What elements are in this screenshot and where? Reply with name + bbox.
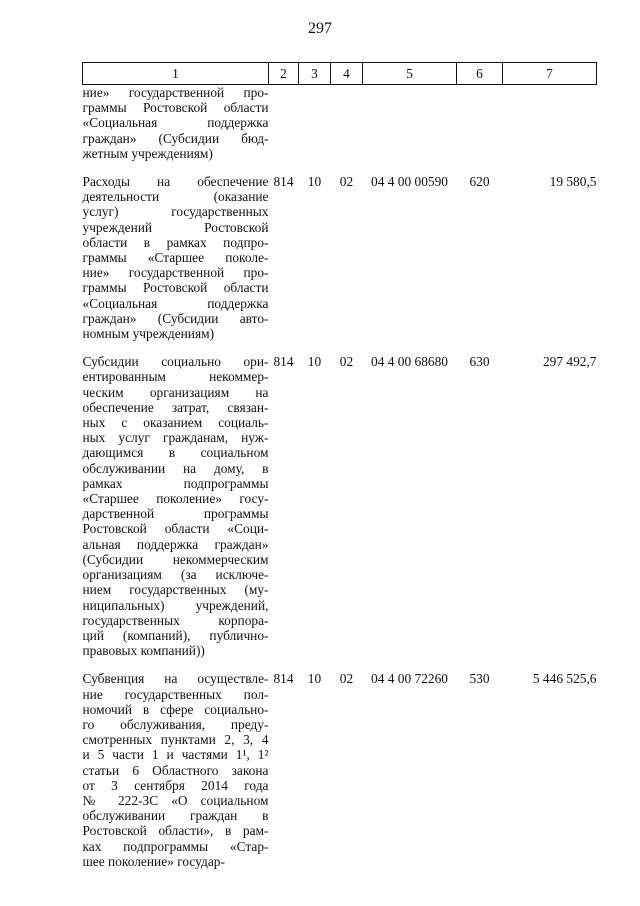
row-expense-type [457, 85, 503, 175]
row-amount [503, 85, 597, 175]
description-line: государственных корпора- [82, 612, 269, 628]
header-col-7: 7 [503, 63, 597, 85]
description-line: Ростовской области», в рам- [82, 823, 269, 839]
description-line: ние» государственной про- [82, 265, 269, 281]
description-line: «Старшее поколение» госу- [82, 491, 269, 507]
table-header-row [83, 63, 597, 85]
description-line: ние» государственной про- [82, 85, 269, 100]
description-line: статьи 6 Областного закона [82, 762, 269, 778]
description-line: (Субсидии некоммерческим [82, 551, 269, 567]
description-line: номным учреждениям) [82, 326, 215, 342]
description-line: Расходы на обеспечение [82, 174, 269, 190]
description-line: правовых компаний)) [82, 643, 205, 659]
description-line: № 222-ЗС «О социальном [82, 792, 269, 808]
description-line: организациям (за исключе- [82, 567, 269, 583]
description-line: ках подпрограммы «Стар- [82, 838, 269, 854]
row-target-article: 04 4 00 00590 [371, 174, 448, 190]
table-row [83, 354, 597, 671]
row-subsection [331, 85, 363, 175]
description-line: граммы Ростовской области [82, 280, 269, 296]
description-line: ние государственных пол- [82, 686, 269, 702]
description-line: услуг) государственных [82, 204, 269, 220]
row-subsection: 02 [339, 174, 354, 190]
description-line: го обслуживания, преду- [82, 716, 269, 732]
description-line: смотренных пунктами 2, 3, 4 [82, 732, 269, 748]
row-section: 10 [307, 174, 322, 190]
row-agency-code [269, 85, 299, 175]
description-line: обслуживании на дому, в [82, 460, 269, 476]
row-expense-type: 530 [469, 671, 490, 687]
row-agency-code: 814 [273, 174, 294, 190]
description-line: рамках подпрограммы [82, 475, 269, 491]
description-line: Субвенция на осуществле- [82, 671, 269, 687]
description-line: альная поддержка граждан» [82, 536, 269, 552]
description-line: области в рамках подпро- [82, 234, 269, 250]
description-line: и 5 части 1 и частями 1¹, 1² [82, 747, 269, 763]
page-number: 297 [308, 20, 332, 37]
description-line: граммы «Старшее поколе- [82, 250, 269, 266]
description-line: Субсидии социально ори- [82, 354, 269, 370]
header-col-4: 4 [331, 63, 363, 85]
description-line: ций (компаний), публично- [82, 627, 269, 643]
description-line: номочий в сфере социально- [82, 701, 269, 717]
table-row [83, 671, 597, 869]
header-col-6: 6 [457, 63, 503, 85]
row-target-article: 04 4 00 68680 [371, 354, 448, 370]
row-description [83, 671, 269, 869]
row-subsection: 02 [339, 671, 354, 687]
description-line: дарственной программы [82, 506, 269, 522]
row-amount: 297 492,7 [542, 354, 597, 370]
header-col-5: 5 [363, 63, 457, 85]
row-amount: 19 580,5 [549, 174, 597, 190]
row-description [83, 354, 269, 671]
row-description [83, 85, 269, 175]
header-col-3: 3 [299, 63, 331, 85]
description-line: Ростовской области «Соци- [82, 521, 269, 537]
description-line: учреждений Ростовской [82, 219, 269, 235]
row-amount: 5 446 525,6 [532, 671, 597, 687]
row-subsection: 02 [339, 354, 354, 370]
description-line: ных с оказанием социаль- [82, 415, 269, 431]
budget-table [82, 62, 597, 869]
description-line: обслуживании граждан в [82, 808, 269, 824]
description-line: «Социальная поддержка [82, 295, 269, 311]
description-line: шее поколение» государ- [82, 853, 225, 869]
row-expense-type: 620 [469, 174, 490, 190]
row-section: 10 [307, 671, 322, 687]
row-description [83, 174, 269, 354]
description-line: деятельности (оказание [82, 189, 269, 205]
description-line: ниципальных) учреждений, [82, 597, 269, 613]
row-section: 10 [307, 354, 322, 370]
description-line: дающимся в социальном [82, 445, 269, 461]
description-line: от 3 сентября 2014 года [82, 777, 269, 793]
row-target-article [363, 85, 457, 175]
table-row [83, 174, 597, 354]
description-line: граммы Ростовской области [82, 100, 269, 116]
header-col-1: 1 [83, 63, 269, 85]
description-line: жетным учреждениям) [82, 145, 213, 161]
description-line: ентированным некоммер- [82, 369, 269, 385]
row-agency-code: 814 [273, 671, 294, 687]
row-target-article: 04 4 00 72260 [371, 671, 448, 687]
description-line: граждан» (Субсидии бюд- [82, 130, 269, 146]
description-line: обеспечение затрат, связан- [82, 399, 269, 415]
table-row [83, 85, 597, 175]
row-expense-type: 630 [469, 354, 490, 370]
row-section [299, 85, 331, 175]
row-agency-code: 814 [273, 354, 294, 370]
description-line: нием государственных (му- [82, 582, 269, 598]
header-col-2: 2 [269, 63, 299, 85]
description-line: ных услуг гражданам, нуж- [82, 430, 269, 446]
description-line: «Социальная поддержка [82, 115, 269, 131]
description-line: граждан» (Субсидии авто- [82, 310, 269, 326]
description-line: ческим организациям на [82, 384, 269, 400]
